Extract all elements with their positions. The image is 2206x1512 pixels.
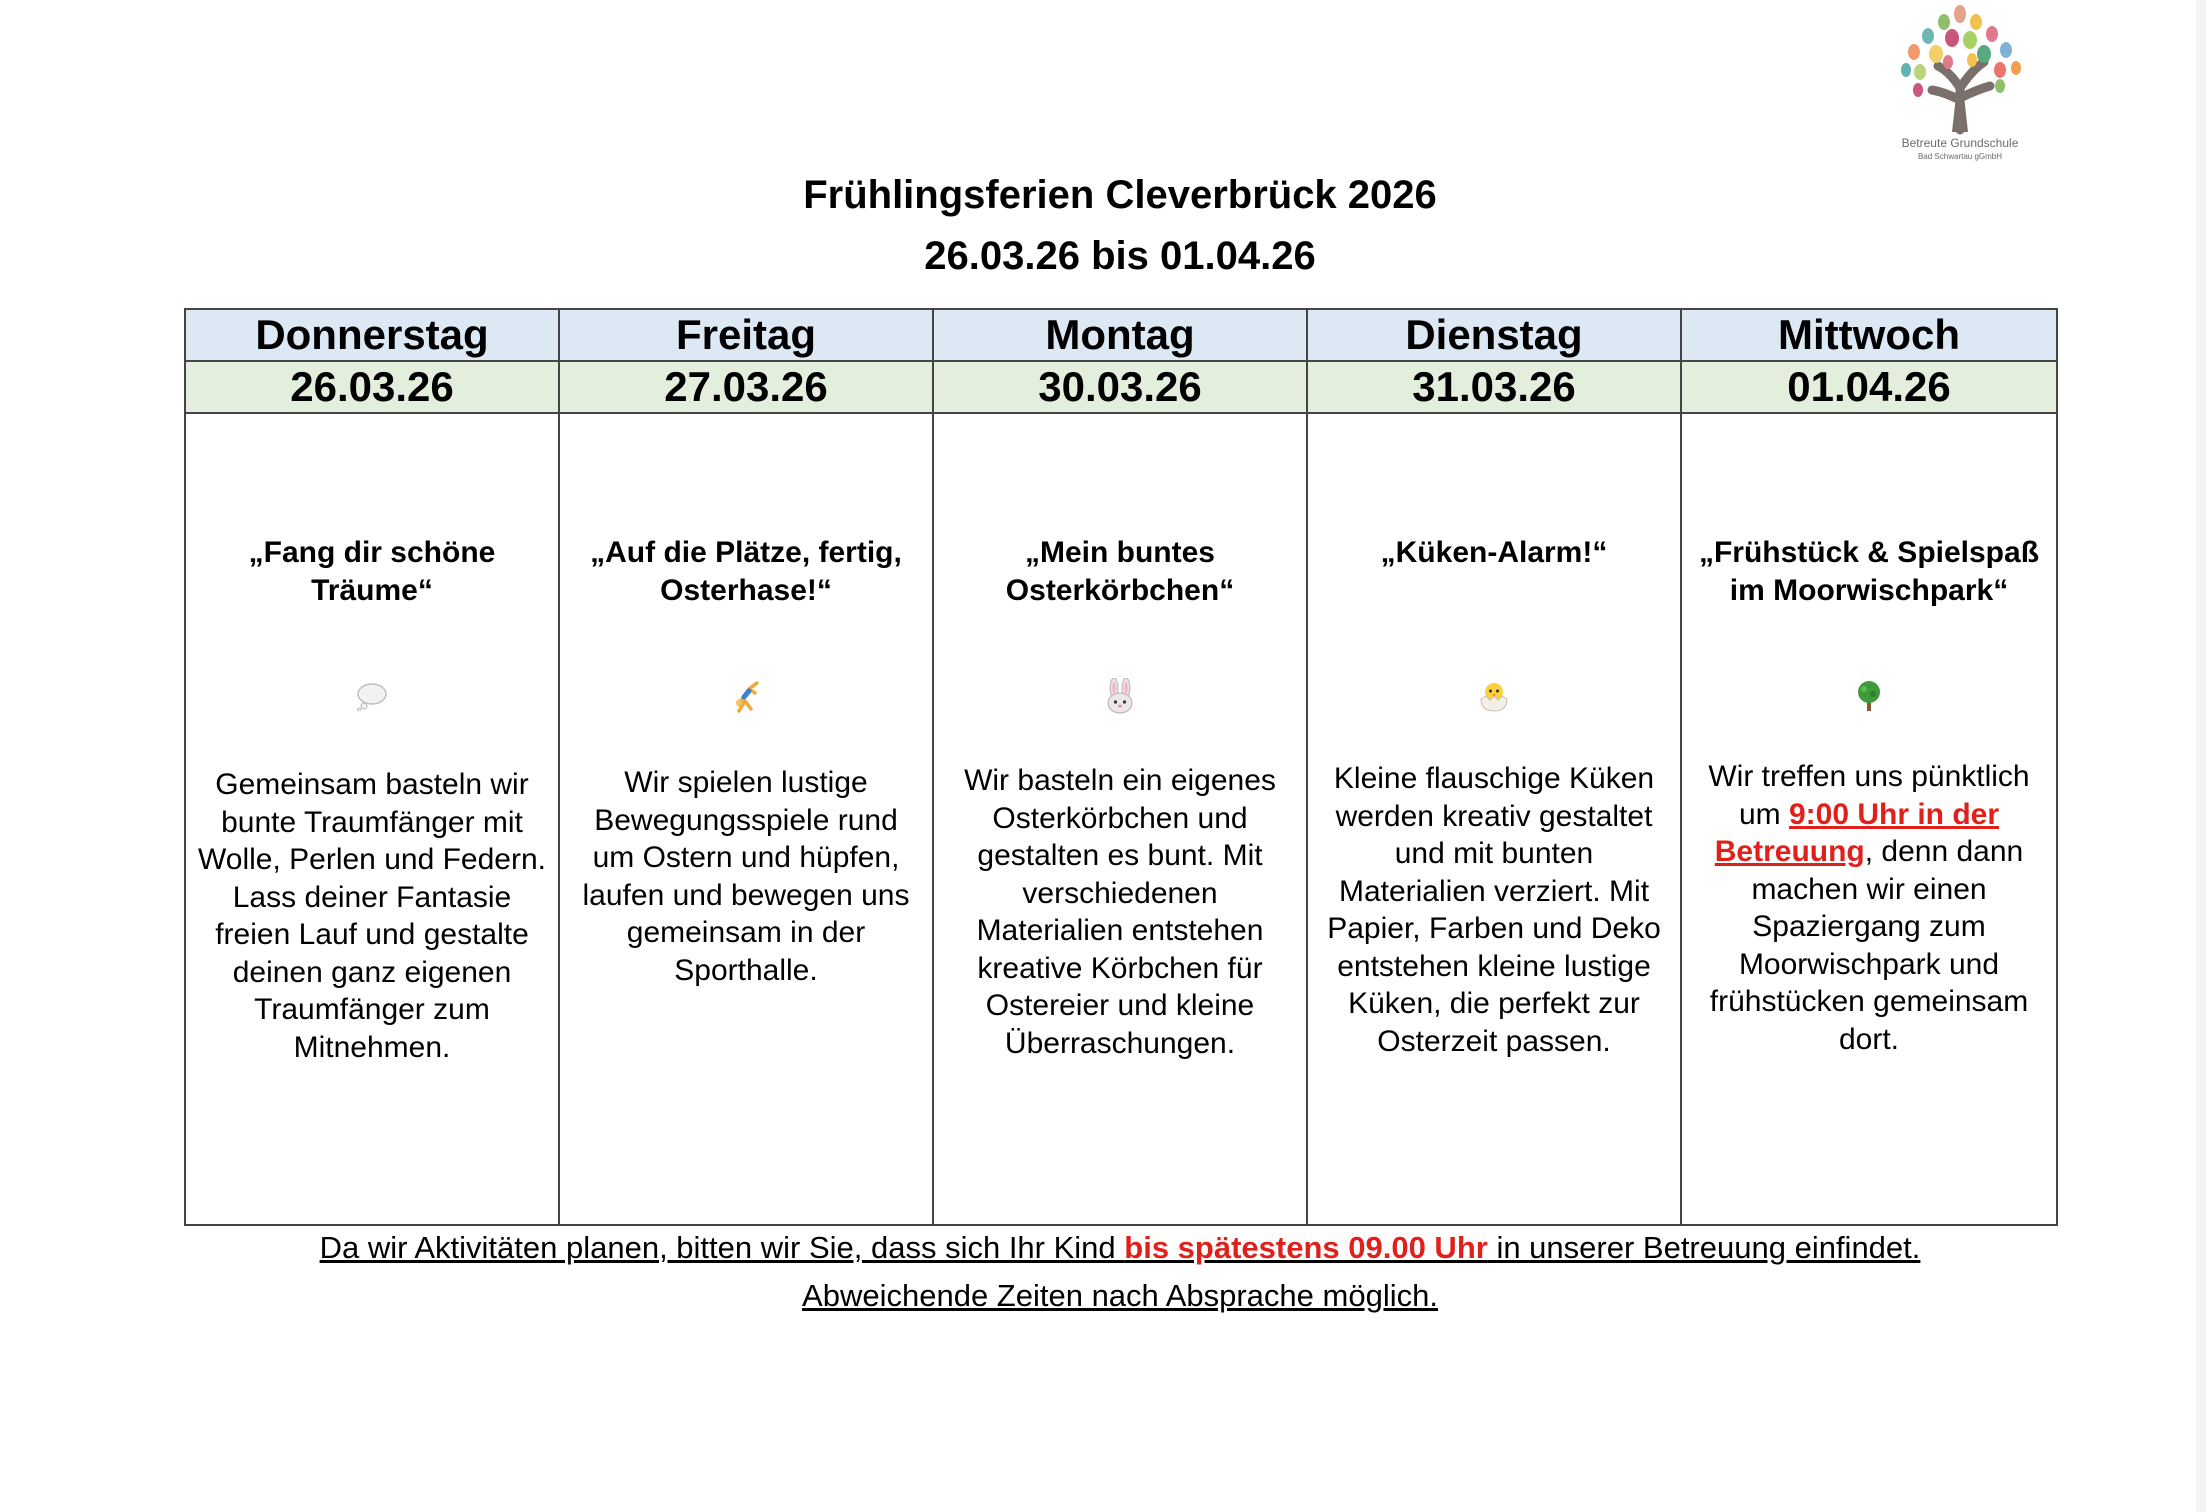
- activity-cell-montag: [933, 413, 1307, 1225]
- footer-note: [0, 1224, 2206, 1272]
- rabbit-face-icon: [934, 676, 1306, 716]
- weekday-cell: Mittwoch: [1681, 309, 2057, 361]
- activity-cell-mittwoch: [1681, 413, 2057, 1225]
- hatching-chick-icon: [1308, 676, 1680, 716]
- activity-cell-dienstag: [1307, 413, 1681, 1225]
- weekday-row: [185, 309, 2057, 361]
- schedule-table: [184, 308, 2058, 1226]
- date-cell: 26.03.26: [185, 361, 559, 413]
- activity-title: „Küken-Alarm!“: [1380, 536, 1608, 569]
- activity-title: „Auf die Plätze, fertig, Osterhase!“: [590, 536, 902, 607]
- tree-logo-icon: [1880, 0, 2040, 136]
- date-cell: 31.03.26: [1307, 361, 1681, 413]
- date-row: [185, 361, 2057, 413]
- activity-description: [1694, 758, 2044, 1058]
- footer-deadline-highlight: bis spätestens 09.00 Uhr: [1124, 1230, 1488, 1265]
- description-text: , denn dann machen wir einen Spaziergang zum Moorwischpark und frühstücken gemeinsam dort.: [1709, 835, 2029, 1056]
- footer-text: in unserer Betreuung einfindet.: [1487, 1230, 1921, 1265]
- date-cell: 30.03.26: [933, 361, 1307, 413]
- school-logo: [1880, 0, 2040, 170]
- weekday-cell: Dienstag: [1307, 309, 1681, 361]
- activity-row: [185, 413, 2057, 1225]
- footer-text: Da wir Aktivitäten planen, bitten wir Sie, dass sich Ihr Kind: [319, 1230, 1125, 1265]
- logo-text: Betreute Grundschule: [1901, 136, 2019, 150]
- weekday-cell: Donnerstag: [185, 309, 559, 361]
- activity-title: „Mein buntes Osterkörbchen“: [1005, 536, 1235, 607]
- activity-cell-donnerstag: [185, 413, 559, 1225]
- activity-description: Wir basteln ein eigenes Osterkörbchen und gestalten es bunt. Mit verschiedenen Materialien entstehen kreative Körbchen für Ostereier und kleine Überraschungen.: [964, 764, 1276, 1060]
- weekday-cell: Freitag: [559, 309, 933, 361]
- activity-description: Wir spielen lustige Bewegungsspiele rund um Ostern und hüpfen, laufen und bewegen uns gemeinsam in der Sporthalle.: [582, 766, 910, 987]
- description-text: Wir treffen uns pünktlich um: [1708, 760, 2030, 831]
- date-cell: 01.04.26: [1681, 361, 2057, 413]
- page-title: Frühlingsferien Cleverbrück 2026: [803, 173, 1437, 217]
- activity-title: „Fang dir schöne Träume“: [248, 536, 496, 607]
- weekday-cell: Montag: [933, 309, 1307, 361]
- footer-note-2: Abweichende Zeiten nach Absprache möglich.: [802, 1278, 1438, 1313]
- activity-title: „Frühstück & Spielspaß im Moorwischpark“: [1698, 536, 2040, 607]
- cartwheel-icon: [560, 676, 932, 716]
- logo-subtext: Bad Schwartau gGmbH: [1917, 152, 2003, 161]
- thought-bubble-icon: [186, 676, 558, 716]
- activity-cell-freitag: [559, 413, 933, 1225]
- meeting-time-highlight: 9:00 Uhr in der Betreuung: [1714, 797, 2000, 868]
- tree-icon: [1682, 676, 2056, 716]
- date-cell: 27.03.26: [559, 361, 933, 413]
- activity-description: Kleine flauschige Küken werden kreativ gestaltet und mit bunten Materialien verziert. Mit Papier, Farben und Deko entstehen kleine lustige Küken, die perfekt zur Osterzeit passen.: [1327, 762, 1661, 1058]
- activity-description: Gemeinsam basteln wir bunte Traumfänger mit Wolle, Perlen und Federn. Lass deiner Fantasie freien Lauf und gestalte deinen ganz eigenen Traumfänger zum Mitnehmen.: [198, 768, 546, 1064]
- date-range: 26.03.26 bis 01.04.26: [924, 234, 1316, 278]
